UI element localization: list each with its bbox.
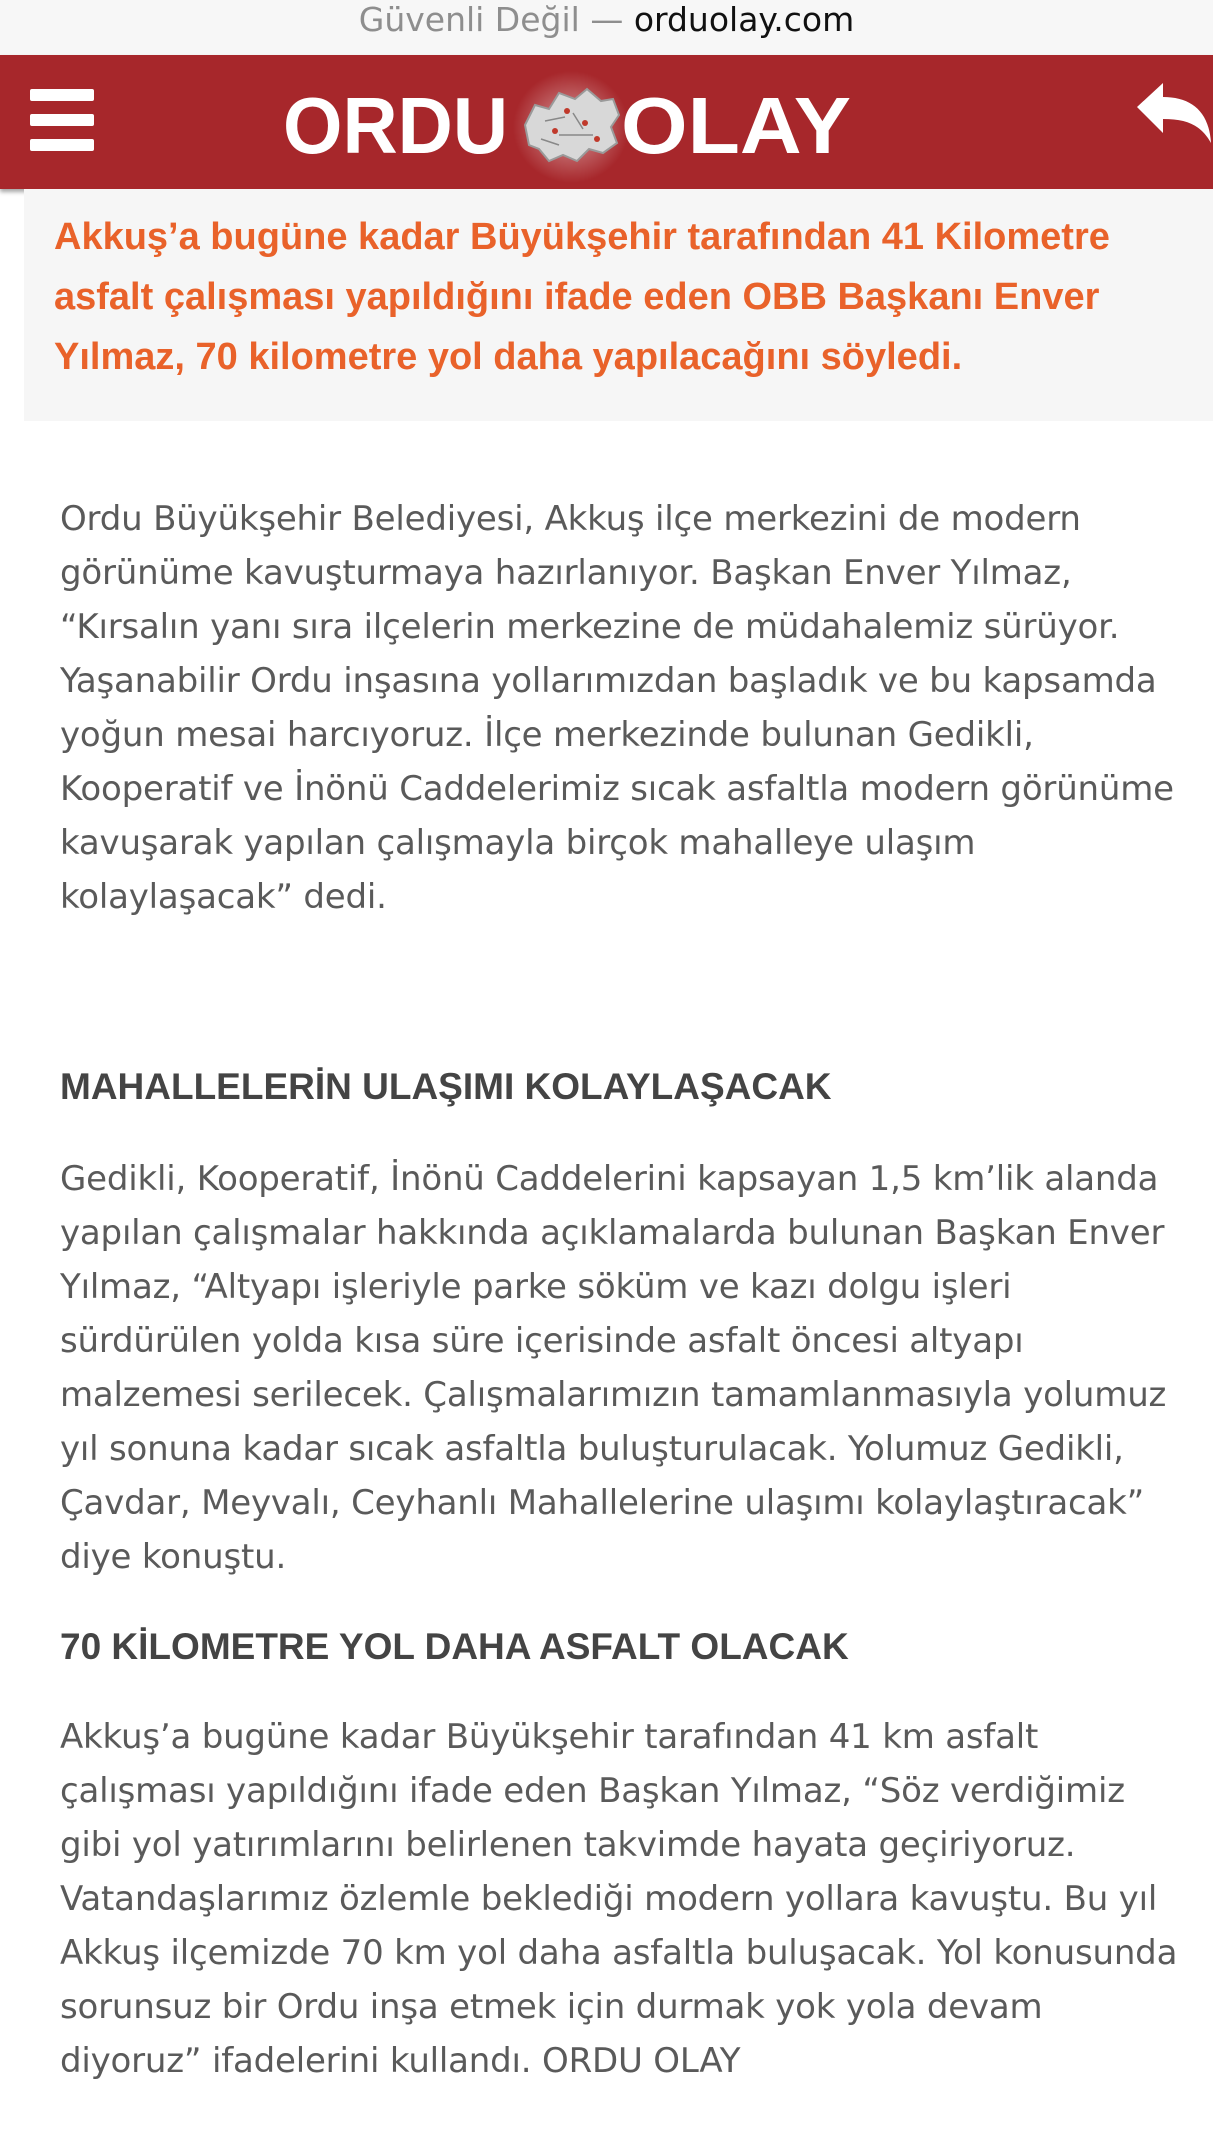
site-logo[interactable] xyxy=(283,65,853,183)
url-separator: — xyxy=(590,0,624,39)
article-body xyxy=(60,492,1190,2088)
article-paragraph: Ordu Büyükşehir Belediyesi, Akkuş ilçe merkezini de modern görünüme kavuşturmaya hazırlanıyor. Başkan Enver Yılmaz, “Kırsalın yanı sıra ilçelerin merkezine de müdahalemiz sürüyor. Yaşanabilir Ordu inşasına yollarımızdan başladık ve bu kapsamda yoğun mesai harcıyoruz. İlçe merkezinde bulunan Gedikli, Kooperatif ve İnönü Caddelerimiz sıcak asfaltla modern görünüme kavuşarak yapılan çalışmayla birçok mahalleye ulaşım kolaylaşacak” dedi. xyxy=(60,499,1174,917)
browser-url-bar[interactable] xyxy=(0,0,1213,55)
article-subheading: MAHALLELERİN ULAŞIMI KOLAYLAŞACAK xyxy=(60,1066,832,1107)
site-header xyxy=(0,55,1213,189)
logo-text-ordu: ORDU xyxy=(283,81,508,170)
article-paragraph: Akkuş’a bugüne kadar Büyükşehir tarafından 41 km asfalt çalışması yapıldığını ifade eden Başkan Yılmaz, “Söz verdiğimiz gibi yol yatırımlarını belirlenen takvimde hayata geçiriyoruz. Vatandaşlarımız özlemle beklediği modern yollara kavuştu. Bu yıl Akkuş ilçemizde 70 km yol daha asfaltla buluşacak. Yol konusunda sorunsuz bir Ordu inşa etmek için durmak yok yola devam diyoruz” ifadelerini kullandı. ORDU OLAY xyxy=(60,1717,1178,2081)
lead-summary-text: Akkuş’a bugüne kadar Büyükşehir tarafından 41 Kilometre asfalt çalışması yapıldığını ifade eden OBB Başkanı Enver Yılmaz, 70 kilometre yol daha yapılacağını söyledi. xyxy=(54,216,1110,378)
back-arrow-icon[interactable] xyxy=(1133,77,1213,157)
hamburger-menu-icon[interactable] xyxy=(30,89,94,151)
security-label: Güvenli Değil xyxy=(358,0,580,39)
article-subheading: 70 KİLOMETRE YOL DAHA ASFALT OLACAK xyxy=(60,1626,849,1667)
article-paragraph: Gedikli, Kooperatif, İnönü Caddelerini kapsayan 1,5 km’lik alanda yapılan çalışmalar hakkında açıklamalarda bulunan Başkan Enver Yılmaz, “Altyapı işleriyle parke söküm ve kazı dolgu işleri sürdürülen yolda kısa süre içerisinde asfalt öncesi altyapı malzemesi serilecek. Çalışmalarımızın tamamlanmasıyla yolumuz yıl sonuna kadar sıcak asfaltla buluşturulacak. Yolumuz Gedikli, Çavdar, Meyvalı, Ceyhanlı Mahallelerine ulaşımı kolaylaştıracak” diye konuştu. xyxy=(60,1159,1167,1577)
url-domain: orduolay.com xyxy=(633,0,855,39)
lead-summary-box xyxy=(24,189,1213,421)
logo-text-olay: OLAY xyxy=(621,81,851,170)
